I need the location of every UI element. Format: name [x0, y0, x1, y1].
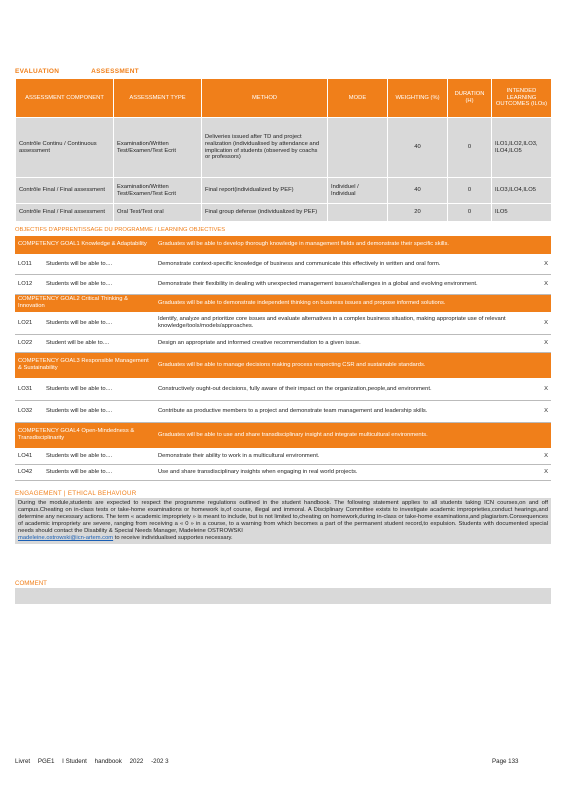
cell: Final report(individualized by PEF) [202, 178, 328, 204]
competency-row [15, 294, 551, 312]
competency-row [15, 236, 551, 254]
lo-mark: X [535, 400, 551, 422]
lo-mark: X [535, 464, 551, 480]
lo-row [15, 378, 551, 400]
lo-mark: X [535, 312, 551, 334]
footer-part: Livret [15, 758, 31, 765]
cell: Final group defense (individualized by PEF) [202, 204, 328, 222]
footer-part: -202 3 [151, 758, 169, 765]
engagement-title: ENGAGEMENT | ETHICAL BEHAVIOUR [15, 490, 137, 497]
competency-label: COMPETENCY GOAL2 Critical Thinking & Innovation [15, 294, 155, 312]
footer-part: handbook [94, 758, 122, 765]
competency-text: Graduates will be able to manage decisions making process respecting CSR and sustainable standards. [155, 352, 551, 378]
cell: Individuel / Individual [328, 178, 388, 204]
lo-who: Students will be able to.... [43, 254, 155, 274]
col-header: ASSESSMENT TYPE [114, 79, 202, 118]
lo-mark: X [535, 378, 551, 400]
lo-code: LO31 [15, 378, 43, 400]
cell: Contrôle Final / Final assessment [16, 204, 114, 222]
competency-label: COMPETENCY GOAL4 Open-Mindedness & Transdisciplinarity [15, 422, 155, 448]
engagement-text: During the module,students are expected to respect the programme regulations outlined in the student handbook. The following statement applies to all students taking ICN courses,on and off campus.Cheating on in-class tests or take-home examinations or homework is,of course, illegal and immoral. A Disciplinary Committee exists to investigate academic improprieties,conduct hearings,and determine any necessary actions. The term « academic impropriety » is meant to include, but is not limited to,cheating on homework,during in-class or take-home examinations,and plagiarism.Consequences of academic impropriety are severe, ranging from receiving a « 0 » in a course, to a warning from which becomes a part of the permanent student record,to expulsion. Students with documented special needs should contact the Disability & Special Needs Manager, Madeleine OSTROWSKI [18, 500, 548, 534]
competency-text: Graduates will be able to demonstrate independent thinking on business issues and propose informed solutions. [155, 294, 551, 312]
lo-row [15, 400, 551, 422]
col-header: INTENDED LEARNING OUTCOMES (ILOs) [492, 79, 552, 118]
lo-code: LO32 [15, 400, 43, 422]
cell: ILO1,ILO2,ILO3, ILO4,ILO5 [492, 118, 552, 178]
cell: Oral Test/Test oral [114, 204, 202, 222]
cell: Deliveries issued after TD and project realization (individualised by attendance and implication of students (observed by coachs or professors) [202, 118, 328, 178]
lo-desc: Identify, analyze and prioritize core issues and evaluate alternatives in a complex business situation, making appropriate use of relevant knowledge/tools/models/approaches. [155, 312, 535, 334]
table-row [16, 204, 552, 222]
cell: 0 [448, 204, 492, 222]
lo-who: Students will be able to.... [43, 378, 155, 400]
footer-part: 2022 [129, 758, 144, 765]
lo-mark: X [535, 274, 551, 294]
lo-who: Students will be able to.... [43, 400, 155, 422]
page-number: Page 133 [492, 758, 519, 765]
lo-desc: Demonstrate context-specific knowledge of business and communicate this effectively in written and oral form. [155, 254, 535, 274]
competency-table [15, 236, 551, 481]
cell: 0 [448, 118, 492, 178]
contact-email-link[interactable]: madeleine.ostrowski@icn-artem.com [18, 535, 114, 541]
engagement-box [15, 498, 551, 544]
cell: 40 [388, 178, 448, 204]
competency-label: COMPETENCY GOAL1 Knowledge & Adaptability [15, 236, 155, 254]
col-header: DURATION (H) [448, 79, 492, 118]
evaluation-label: EVALUATION [15, 68, 60, 75]
lo-who: Student will be able to.... [43, 334, 155, 352]
competency-text: Graduates will be able to use and share transdisciplinary insight and integrate multicultural environments. [155, 422, 551, 448]
lo-who: Students will be able to.... [43, 448, 155, 464]
competency-label: COMPETENCY GOAL3 Responsible Management & Sustainability [15, 352, 155, 378]
lo-who: Students will be able to.... [43, 464, 155, 480]
lo-desc: Use and share transdisciplinary insights when engaging in real world projects. [155, 464, 535, 480]
lo-desc: Demonstrate their flexibility in dealing with unexpected management issues/challenges in a global and evolving environment. [155, 274, 535, 294]
footer-part: PGE1 [37, 758, 55, 765]
evaluation-header [15, 68, 169, 75]
lo-row [15, 312, 551, 334]
comment-title: COMMENT [15, 580, 47, 587]
cell: 20 [388, 204, 448, 222]
col-header: METHOD [202, 79, 328, 118]
lo-row [15, 254, 551, 274]
table-row [16, 118, 552, 178]
lo-desc: Contribute as productive members to a project and demonstrate team management and leadership skills. [155, 400, 535, 422]
cell [328, 204, 388, 222]
assessment-table [15, 78, 552, 222]
lo-row [15, 334, 551, 352]
competency-text: Graduates will be able to develop thorough knowledge in management fields and demonstrate their specific skills. [155, 236, 551, 254]
lo-mark: X [535, 448, 551, 464]
lo-who: Students will be able to.... [43, 274, 155, 294]
cell: ILO3,ILO4,ILO5 [492, 178, 552, 204]
footer-part: I Student [62, 758, 87, 765]
lo-code: LO42 [15, 464, 43, 480]
lo-mark: X [535, 334, 551, 352]
lo-mark: X [535, 254, 551, 274]
cell: Contrôle Final / Final assessment [16, 178, 114, 204]
col-header: ASSESSMENT COMPONENT [16, 79, 114, 118]
cell [328, 118, 388, 178]
cell: 0 [448, 178, 492, 204]
lo-desc: Design an appropriate and informed creative recommendation to a given issue. [155, 334, 535, 352]
lo-row [15, 274, 551, 294]
table-row [16, 178, 552, 204]
lo-code: LO21 [15, 312, 43, 334]
cell: Contrôle Continu / Continuous assessment [16, 118, 114, 178]
cell: 40 [388, 118, 448, 178]
col-header: MODE [328, 79, 388, 118]
competency-row [15, 422, 551, 448]
comment-box [15, 588, 551, 604]
lo-code: LO12 [15, 274, 43, 294]
objectives-title: OBJECTIFS D'APPRENTISSAGE DU PROGRAMME / LEARNING OBJECTIVES [15, 227, 226, 233]
lo-code: LO41 [15, 448, 43, 464]
col-header: WEIGHTING (%) [388, 79, 448, 118]
cell: ILO5 [492, 204, 552, 222]
lo-desc: Constructively ought-out decisions, fully aware of their impact on the organization,people,and environment. [155, 378, 535, 400]
assessment-header-row [16, 79, 552, 118]
footer [15, 758, 175, 765]
competency-row [15, 352, 551, 378]
lo-row [15, 448, 551, 464]
lo-desc: Demonstrate their ability to work in a multicultural environment. [155, 448, 535, 464]
lo-code: LO11 [15, 254, 43, 274]
assessment-label: ASSESSMENT [91, 68, 139, 75]
cell: Examination/Written Test/Examen/Test Ecrit [114, 118, 202, 178]
lo-who: Students will be able to.... [43, 312, 155, 334]
cell: Examination/Written Test/Examen/Test Ecrit [114, 178, 202, 204]
lo-code: LO22 [15, 334, 43, 352]
lo-row [15, 464, 551, 480]
engagement-after-link: to receive individualised supportes necessary. [114, 535, 233, 541]
